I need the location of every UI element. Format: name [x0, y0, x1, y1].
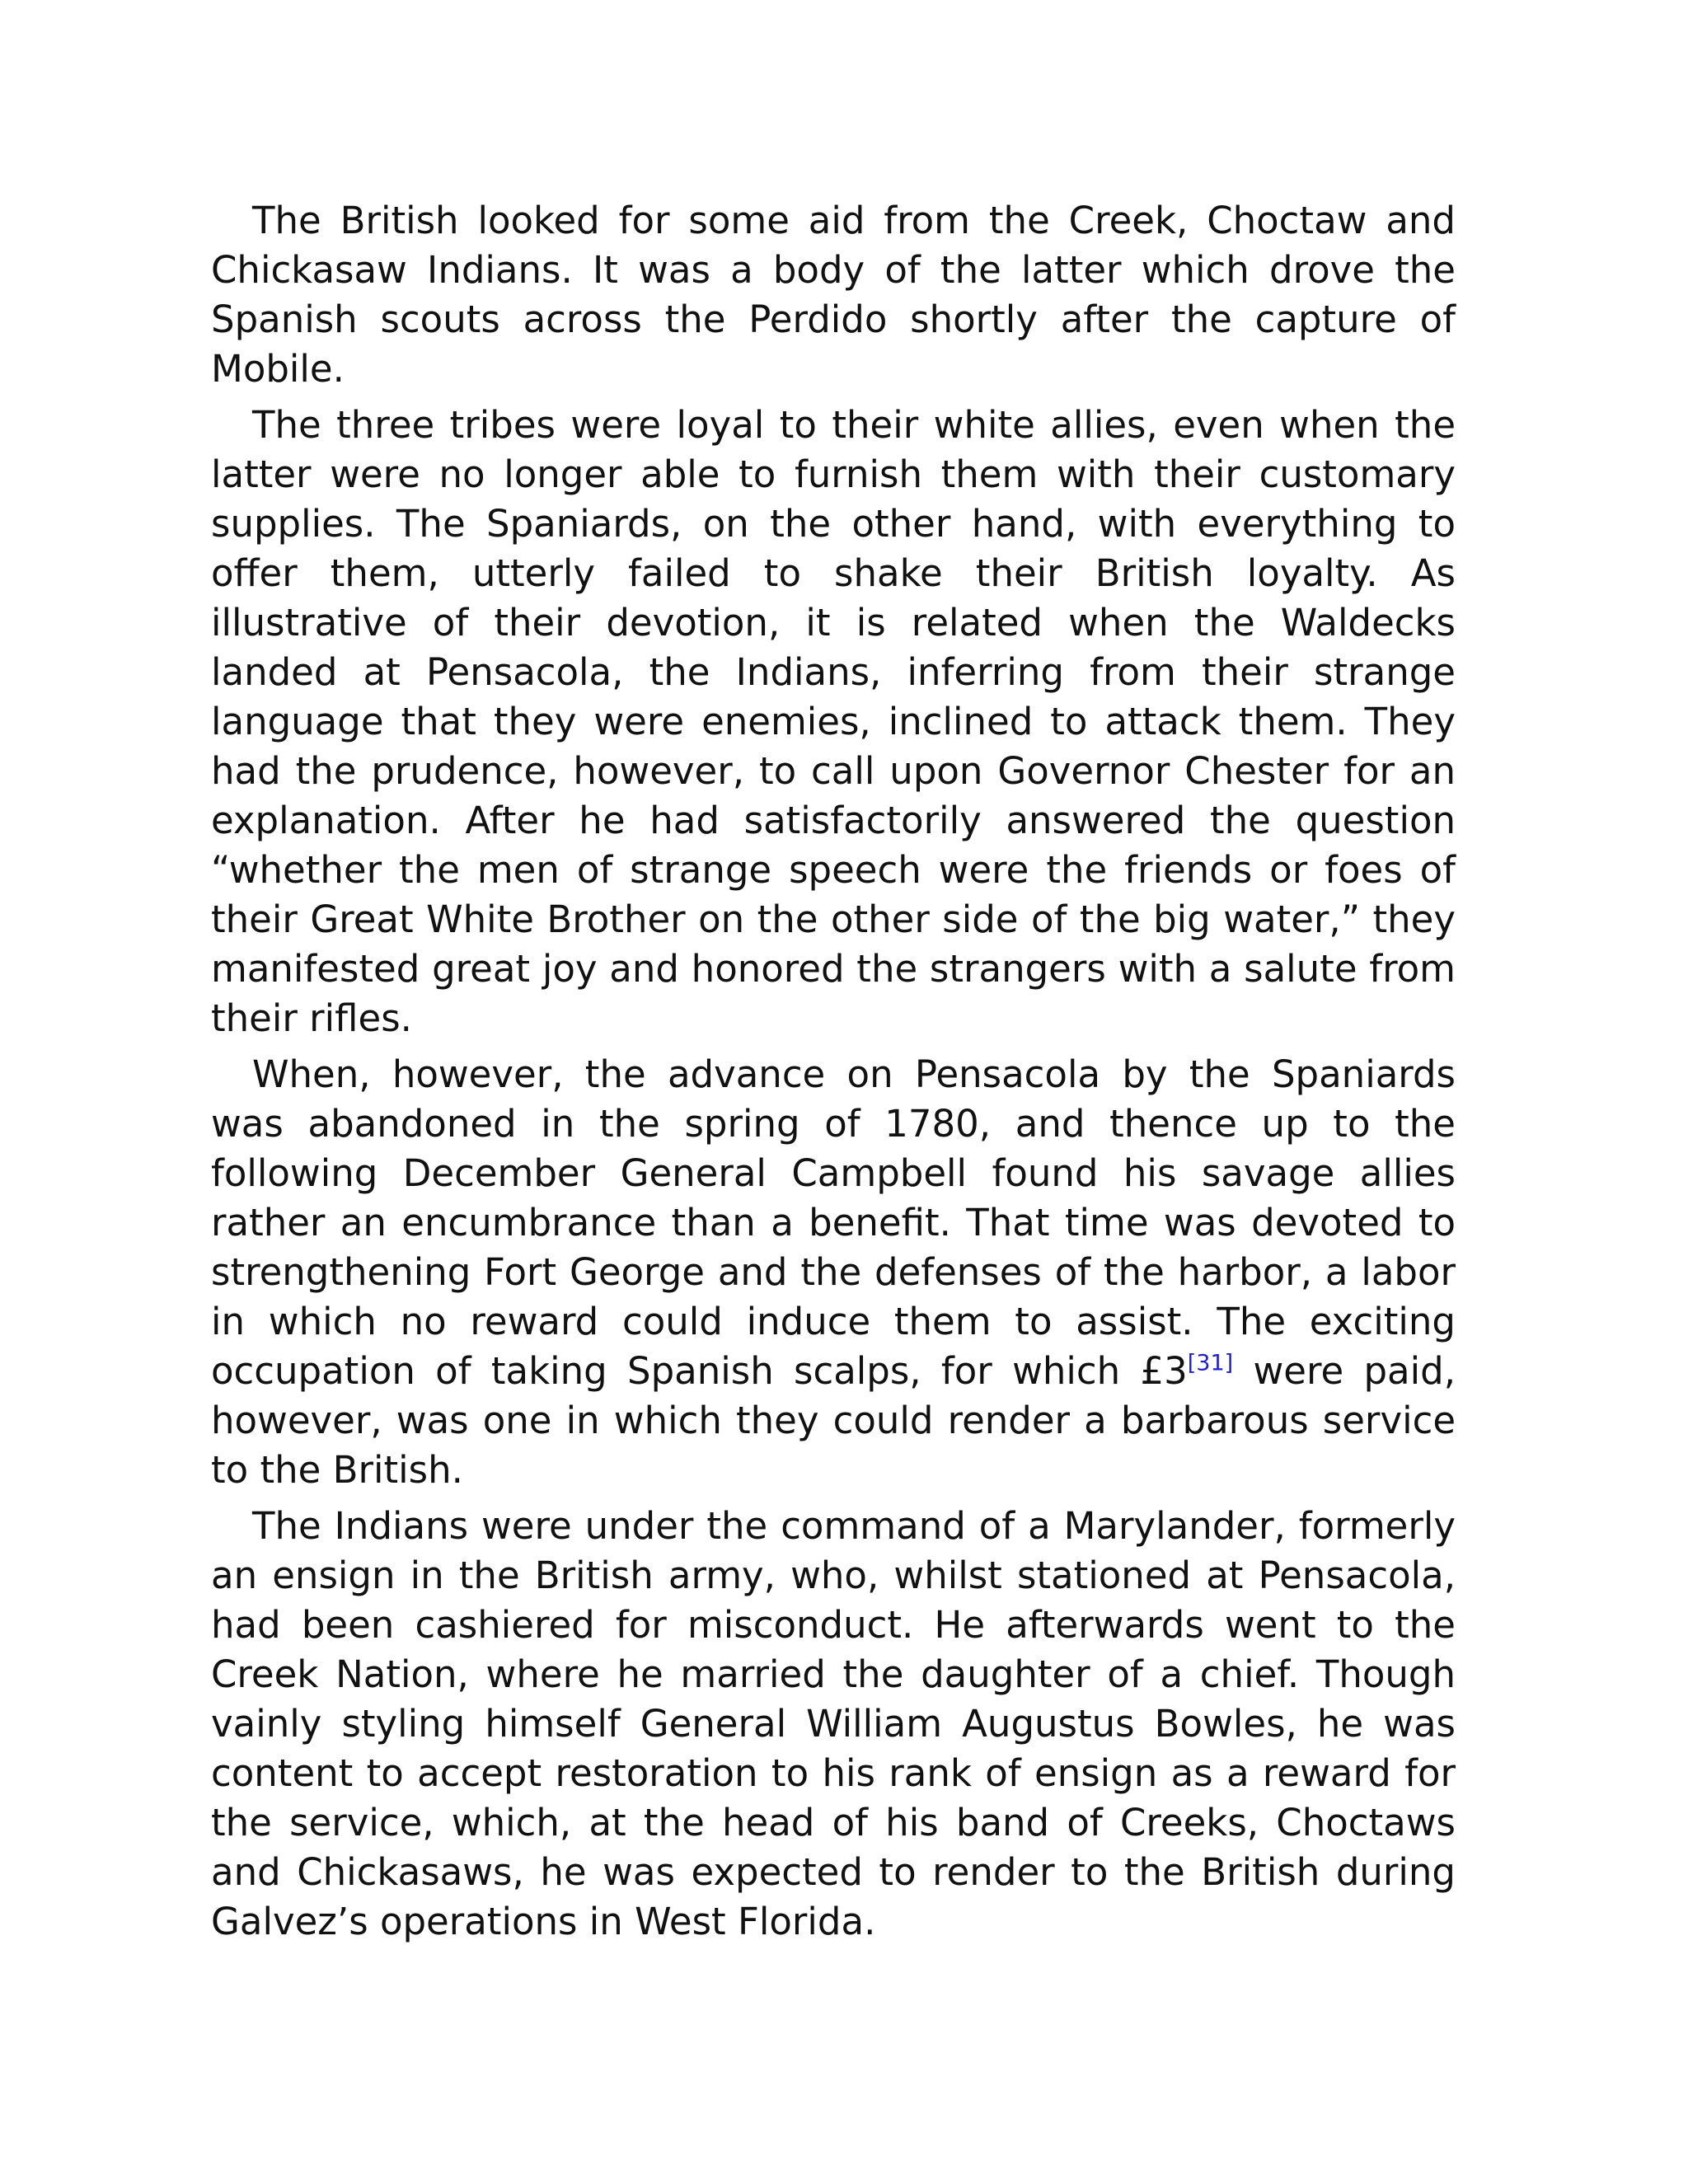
footnote-link-31[interactable]: [31]	[1187, 1350, 1234, 1376]
paragraph-3-text-before: When, however, the advance on Pensacola by the Spaniards was abandoned in the spring of 1780, and thence up to the following December General Campbell found his savage allies rather an encumbrance than a benefit. That time was devoted to strengthening Fort George and the defenses of the harbor, a labor in which no reward could induce them to assist. The exciting occupation of taking Spanish scalps, for which £3	[211, 1052, 1456, 1393]
document-body	[211, 196, 1456, 1953]
paragraph-2: The three tribes were loyal to their white allies, even when the latter were no longer able to furnish them with their customary supplies. The Spaniards, on the other hand, with everything to offer them, utterly failed to shake their British loyalty. As illustrative of their devotion, it is related when the Waldecks landed at Pensacola, the Indians, inferring from their strange language that they were enemies, inclined to attack them. They had the prudence, however, to call upon Governor Chester for an explanation. After he had satisfactorily answered the question “whether the men of strange speech were the friends or foes of their Great White Brother on the other side of the big water,” they manifested great joy and honored the strangers with a salute from their rifles.	[211, 403, 1456, 1040]
paragraph-1: The British looked for some aid from the Creek, Choctaw and Chickasaw Indians. It was a body of the latter which drove the Spanish scouts across the Perdido shortly after the capture of Mobile.	[211, 199, 1456, 391]
paragraph-3-text-after: were paid, however, was one in which they could render a barbarous service to the British.	[211, 1349, 1456, 1492]
paragraph-4: The Indians were under the command of a Marylander, formerly an ensign in the British army, who, whilst stationed at Pensacola, had been cashiered for misconduct. He afterwards went to the Creek Nation, where he married the daughter of a chief. Though vainly styling himself General William Augustus Bowles, he was content to accept restoration to his rank of ensign as a reward for the service, which, at the head of his band of Creeks, Choctaws and Chickasaws, he was expected to render to the British during Galvez’s operations in West Florida.	[211, 1504, 1456, 1943]
paragraph-3	[211, 1050, 1456, 1495]
